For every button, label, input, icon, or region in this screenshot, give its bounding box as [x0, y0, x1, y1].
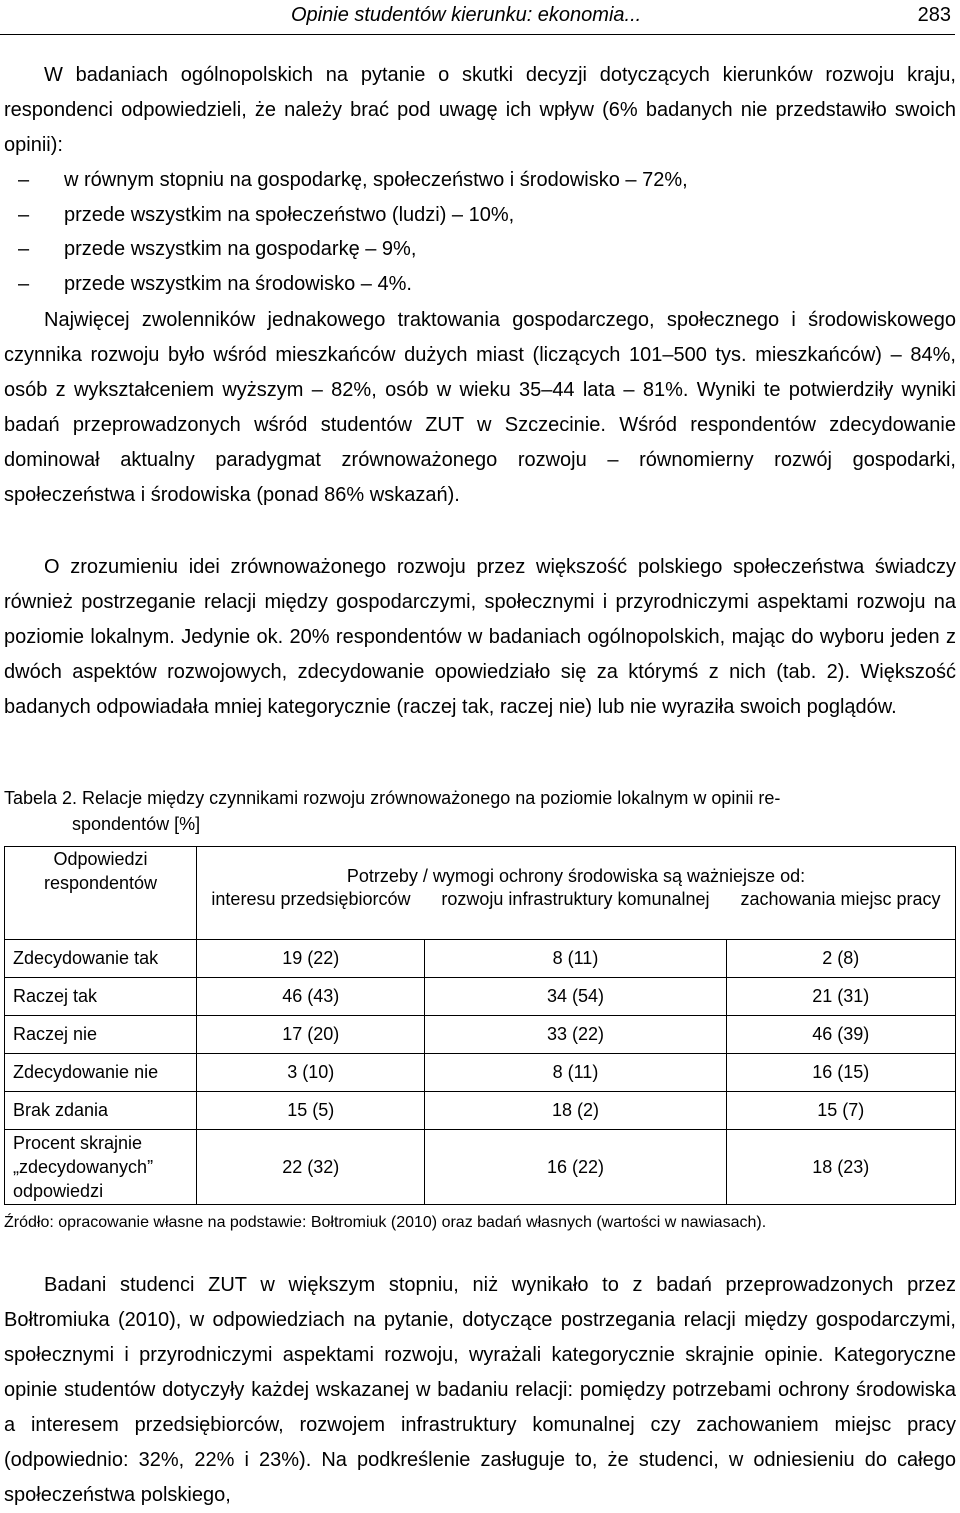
cell: 16 (22)	[425, 1130, 726, 1205]
list-dash: –	[18, 203, 30, 226]
source-note: Źródło: opracowanie własne na podstawie: Bołtromiuk (2010) oraz badań własnych (wartości w nawiasach).	[4, 1214, 767, 1231]
table-caption-line-2: spondentów [%]	[72, 814, 201, 834]
header-responses: Odpowiedzi respondentów	[5, 847, 197, 940]
table-row	[5, 940, 956, 978]
page-number: 283	[917, 4, 951, 26]
table-row	[5, 1130, 956, 1205]
cell: 22 (32)	[197, 1130, 425, 1205]
cell: 8 (11)	[425, 940, 726, 978]
cell: 19 (22)	[197, 940, 425, 978]
row-label: Raczej tak	[5, 978, 197, 1016]
paragraph-3: O zrozumieniu idei zrównoważonego rozwoju przez większość polskiego społeczeństwa świadczy również postrzeganie relacji między gospodarczymi, społecznymi i przyrodniczymi aspektami rozwoju na poziomie lokalnym. Jedynie ok. 20% respondentów w badaniach ogólnopolskich, mając do wyboru jeden z dwóch aspektów rozwojowych, zdecydowanie opowiedziało się za którymś z nich (tab. 2). Większość badanych odpowiadała mniej kategorycznie (raczej tak, raczej nie) lub nie wyraziła swoich poglądów.	[4, 556, 956, 718]
list-dash: –	[18, 169, 30, 191]
cell: 8 (11)	[425, 1054, 726, 1092]
paragraph-2: Najwięcej zwolenników jednakowego traktowania gospodarczego, społecznego i środowiskowego czynnika rozwoju było wśród mieszkańców dużych miast (liczących 101–500 tys. mieszkańców) – 84%, osób z wykształceniem wyższym – 82%, osób w wieku 35–44 lata – 81%. Wyniki te potwierdziły wyniki badań przeprowadzonych wśród studentów ZUT w Szczecinie. Wśród respondentów zdecydowanie dominował aktualny paradygmat zrównoważonego rozwoju – równomierny rozwój gospodarki, społeczeństwa i środowiska (ponad 86% wskazań).	[4, 309, 956, 506]
cell: 46 (39)	[726, 1016, 956, 1054]
table-row	[5, 1054, 956, 1092]
cell: 46 (43)	[197, 978, 425, 1016]
table-row	[5, 978, 956, 1016]
row-label: Procent skrajnie „zdecydowanych” odpowiedzi	[5, 1130, 197, 1205]
cell: 16 (15)	[726, 1054, 956, 1092]
cell: 15 (5)	[197, 1092, 425, 1130]
list-item-text: w równym stopniu na gospodarkę, społeczeństwo i środowisko – 72%,	[64, 169, 688, 191]
data-table	[4, 846, 956, 1205]
results-list	[18, 163, 688, 301]
list-dash: –	[18, 238, 30, 260]
list-item-text: przede wszystkim na społeczeństwo (ludzi) – 10%,	[64, 203, 515, 226]
table-row	[5, 1016, 956, 1054]
list-dash: –	[18, 272, 30, 295]
header-col-1: interesu przedsiębiorców	[197, 887, 425, 940]
header-col-2: rozwoju infrastruktury komunalnej	[425, 887, 726, 940]
list-item	[18, 198, 688, 233]
cell: 34 (54)	[425, 978, 726, 1016]
running-header	[0, 0, 955, 35]
running-header-title: Opinie studentów kierunku: ekonomia...	[291, 4, 642, 26]
list-item-text: przede wszystkim na gospodarkę – 9%,	[64, 238, 417, 260]
header-group: Potrzeby / wymogi ochrony środowiska są ważniejsze od:	[197, 847, 956, 888]
cell: 18 (23)	[726, 1130, 956, 1205]
cell: 33 (22)	[425, 1016, 726, 1054]
table-row	[5, 1092, 956, 1130]
row-label: Brak zdania	[5, 1092, 197, 1130]
cell: 2 (8)	[726, 940, 956, 978]
table-header-row	[5, 847, 956, 888]
cell: 15 (7)	[726, 1092, 956, 1130]
cell: 21 (31)	[726, 978, 956, 1016]
table-caption	[4, 785, 956, 837]
paragraph-4: Badani studenci ZUT w większym stopniu, niż wynikało to z badań przeprowadzonych przez Bołtromiuka (2010), w odpowiedziach na pytanie, dotyczące postrzegania relacji między gospodarczymi, społecznymi i przyrodniczymi aspektami rozwoju, wyrażali kategorycznie skrajnie opinie. Kategoryczne opinie studentów dotyczyły każdej wskazanej w badaniu relacji: pomiędzy potrzebami ochrony środowiska a interesem przedsiębiorców, rozwojem infrastruktury komunalnej czy zachowaniem miejsc pracy (odpowiednio: 32%, 22% i 23%). Na podkreślenie zasługuje to, że studenci, w odniesieniu do całego społeczeństwa polskiego,	[4, 1274, 956, 1506]
list-item	[18, 163, 688, 198]
header-col-3: zachowania miejsc pracy	[726, 887, 956, 940]
cell: 18 (2)	[425, 1092, 726, 1130]
row-label: Raczej nie	[5, 1016, 197, 1054]
row-label: Zdecydowanie tak	[5, 940, 197, 978]
list-item	[18, 232, 688, 267]
list-item	[18, 267, 688, 302]
cell: 3 (10)	[197, 1054, 425, 1092]
row-label: Zdecydowanie nie	[5, 1054, 197, 1092]
list-item-text: przede wszystkim na środowisko – 4%.	[64, 272, 412, 295]
table-caption-line-1: Tabela 2. Relacje między czynnikami rozwoju zrównoważonego na poziomie lokalnym w opinii re-	[4, 788, 781, 808]
cell: 17 (20)	[197, 1016, 425, 1054]
paragraph-1: W badaniach ogólnopolskich na pytanie o skutki decyzji dotyczących kierunków rozwoju kraju, respondenci odpowiedzieli, że należy brać pod uwagę ich wpływ (6% badanych nie przedstawiło swoich opinii):	[4, 64, 956, 156]
